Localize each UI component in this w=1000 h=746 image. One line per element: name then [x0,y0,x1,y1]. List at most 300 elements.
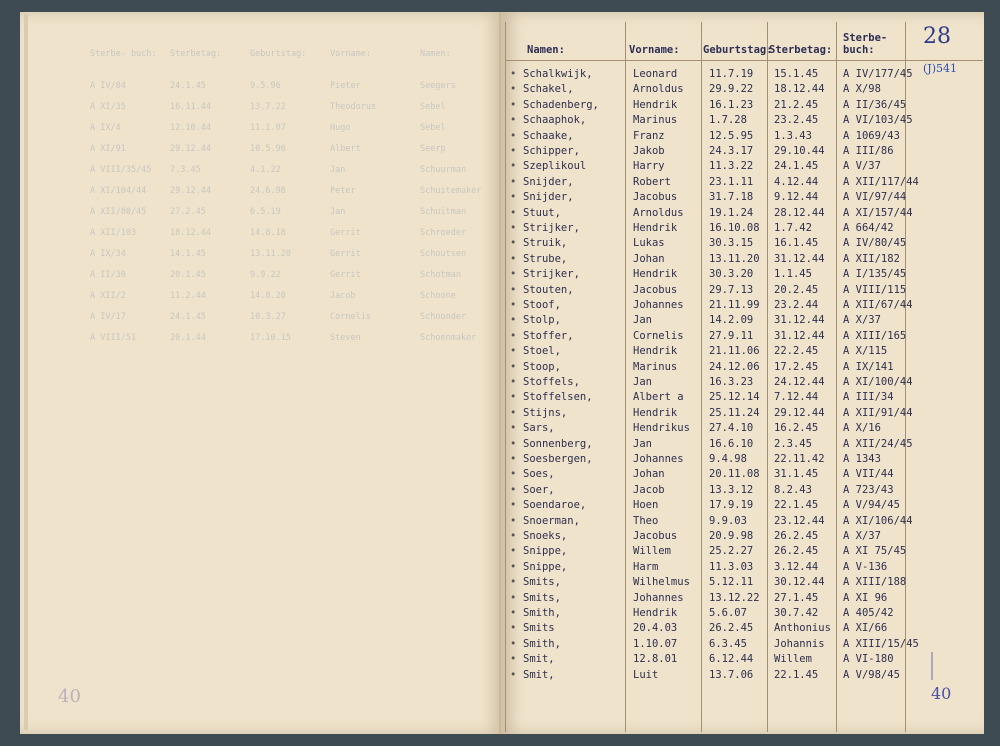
cell-birthdate: 31.7.18 [709,191,754,204]
register-row [501,314,984,328]
cell-birthdate: 20.9.98 [709,530,754,542]
cell-firstname: Johannes [633,453,684,465]
cell-registry: A XI/100/44 [843,376,913,388]
cell-deathdate: 27.1.45 [774,591,819,604]
cell-registry: A V/37 [843,160,881,173]
cell-firstname: Lukas [633,237,665,250]
cell-birthdate: 16.1.23 [709,98,754,111]
register-row [501,669,984,683]
cell-registry: A IV/177/45 [843,68,913,80]
ghost-cell: Schoenmaker [420,333,477,343]
cell-birthdate: 9.9.03 [709,514,747,527]
ghost-cell: Schoone [420,291,456,301]
row-bullet: • [510,98,517,111]
cell-firstname: Hendrik [633,268,678,281]
register-row [501,330,984,344]
cell-firstname: Jacob [633,483,665,496]
cell-firstname: Hendrik [633,98,678,111]
cell-firstname: Johannes [633,299,684,311]
ghost-header: Namen: [420,49,451,59]
cell-birthdate: 26.2.45 [709,622,754,635]
cell-deathdate: 2.3.45 [774,437,812,450]
row-bullet: • [510,468,517,481]
cell-deathdate: Johannis [774,637,825,650]
row-bullet: • [510,668,517,681]
cell-birthdate: 20.11.08 [709,468,760,481]
cell-deathdate: 30.12.44 [774,576,825,589]
cell-birthdate: 25.12.14 [709,391,760,404]
ghost-cell: 24.1.45 [170,312,206,322]
cell-firstname: Hendrik [633,222,678,234]
cell-birthdate: 11.3.22 [709,160,754,173]
ghost-cell: 24.6.98 [250,186,286,196]
ghost-cell: 11.1.07 [250,123,286,133]
cell-name: Schipper, [523,145,580,157]
cell-registry: A XIII/15/45 [843,637,919,650]
ghost-cell: Albert [330,144,361,154]
register-row [501,622,984,636]
ghost-cell: A IX/4 [90,123,121,133]
row-bullet: • [510,653,517,666]
row-bullet: • [510,252,517,265]
cell-name: Stouten, [523,283,574,296]
cell-name: Soer, [523,483,555,496]
register-row [501,207,984,221]
cell-deathdate: 31.1.45 [774,468,819,481]
cell-firstname: Cornelis [633,329,684,342]
cell-registry: A XI 96 [843,591,888,604]
cell-name: Smits [523,622,555,635]
ghost-cell: Jacob [330,291,356,301]
ghost-cell: A IV/84 [90,81,126,91]
ghost-cell: Cornelis [330,312,371,322]
cell-registry: A IX/141 [843,360,894,373]
cell-deathdate: 30.7.42 [774,607,819,619]
cell-birthdate: 11.3.03 [709,560,754,573]
ghost-cell: Theodorus [330,102,377,112]
cell-firstname: Franz [633,129,665,142]
ghost-cell: A XI/35 [90,102,126,112]
cell-firstname: 20.4.03 [633,622,678,635]
row-bullet: • [510,422,517,435]
cell-registry: A XII/182 [843,252,900,265]
header-vorname: Vorname: [629,44,680,56]
cell-deathdate: 1.1.45 [774,268,812,281]
row-bullet: • [510,391,517,404]
ghost-header: Vorname: [330,49,371,59]
register-row [501,515,984,529]
row-bullet: • [510,483,517,496]
cell-deathdate: 1.7.42 [774,222,812,234]
cell-name: Snoerman, [523,514,580,527]
register-row [501,222,984,236]
row-bullet: • [510,268,517,281]
cell-registry: A XII/91/44 [843,406,913,419]
cell-firstname: Theo [633,514,659,527]
cell-birthdate: 25.11.24 [709,406,760,419]
cell-registry: A 1069/43 [843,129,900,142]
cell-deathdate: 26.2.45 [774,530,819,542]
register-row [501,68,984,82]
cell-name: Stoffer, [523,329,574,342]
cell-deathdate: 1.3.43 [774,129,812,142]
row-bullet: • [510,145,517,157]
header-sterbebuch: Sterbe- buch: [843,32,888,56]
cell-deathdate: 22.11.42 [774,453,825,465]
ghost-cell: 11.2.44 [170,291,206,301]
cell-deathdate: 3.12.44 [774,560,819,573]
ghost-cell: A XII/103 [90,228,137,238]
cell-firstname: Jacobus [633,283,678,296]
cell-name: Soes, [523,468,555,481]
ghost-cell: A VIII/51 [90,333,137,343]
cell-birthdate: 13.7.06 [709,668,754,681]
ghost-cell: 12.10.44 [170,123,211,133]
cell-registry: A XI/66 [843,622,888,635]
cell-birthdate: 16.10.08 [709,222,760,234]
register-row [501,438,984,452]
ghost-cell: Jan [330,165,346,175]
ghost-cell: Gerrit [330,228,361,238]
register-row [501,299,984,313]
cell-deathdate: 23.2.44 [774,299,819,311]
register-row [501,607,984,621]
ghost-cell: Steven [330,333,361,343]
cell-birthdate: 24.12.06 [709,360,760,373]
ghost-cell: 10.5.96 [250,144,286,154]
cell-registry: A X/37 [843,530,881,542]
register-row [501,484,984,498]
ghost-cell: 29.12.44 [170,186,211,196]
ghost-cell: Pieter [330,81,361,91]
cell-name: Strijker, [523,222,580,234]
cell-firstname: Hendrikus [633,422,690,435]
ghost-cell: 9.9.22 [250,270,281,280]
cell-deathdate: 7.12.44 [774,391,819,404]
cell-registry: A V/98/45 [843,668,900,681]
cell-name: Stoffels, [523,376,580,388]
ghost-cell: Schroeder [420,228,467,238]
row-bullet: • [510,206,517,219]
row-bullet: • [510,376,517,388]
cell-name: Sonnenberg, [523,437,593,450]
row-bullet: • [510,453,517,465]
cell-birthdate: 27.9.11 [709,329,754,342]
cell-registry: A X/115 [843,345,888,358]
cell-birthdate: 16.3.23 [709,376,754,388]
register-row [501,83,984,97]
cell-name: Stolp, [523,314,561,327]
row-bullet: • [510,283,517,296]
register-row [501,576,984,590]
ghost-cell: 14.8.18 [250,228,286,238]
cell-birthdate: 5.12.11 [709,576,754,589]
ghost-cell: 10.3.27 [250,312,286,322]
ghost-cell: Hugo [330,123,351,133]
register-row [501,191,984,205]
cell-firstname: Jan [633,437,652,450]
cell-firstname: Hendrik [633,406,678,419]
ghost-cell: Gerrit [330,249,361,259]
cell-deathdate: 29.12.44 [774,406,825,419]
ghost-cell: 6.5.19 [250,207,281,217]
cell-birthdate: 21.11.99 [709,299,760,311]
register-row [501,268,984,282]
ghost-cell: Sebel [420,102,446,112]
cell-registry: A X/98 [843,83,881,96]
cell-birthdate: 6.3.45 [709,637,747,650]
cell-firstname: Harry [633,160,665,173]
register-row [501,176,984,190]
cell-deathdate: 31.12.44 [774,329,825,342]
ghost-cell: Schuurman [420,165,467,175]
cell-name: Stijns, [523,406,568,419]
ghost-cell: 17.10.15 [250,333,291,343]
cell-birthdate: 13.11.20 [709,252,760,265]
ghost-cell: 20.1.45 [170,270,206,280]
cell-deathdate: 18.12.44 [774,83,825,96]
cell-firstname: Jacobus [633,530,678,542]
ghost-cell: Seegers [420,81,456,91]
cell-birthdate: 13.12.22 [709,591,760,604]
cell-name: Smit, [523,668,555,681]
bottom-page-mark: 40 [931,684,952,703]
cell-firstname: Johannes [633,591,684,604]
cell-firstname: Johan [633,468,665,481]
ghost-cell: Schotman [420,270,461,280]
cell-name: Smit, [523,653,555,666]
cell-name: Strube, [523,252,568,265]
page-number: 28 [923,24,951,49]
cell-registry: A X/16 [843,422,881,435]
row-bullet: • [510,299,517,311]
cell-registry: A VI/103/45 [843,114,913,127]
cell-name: Snoeks, [523,530,568,542]
cell-registry: A XI/106/44 [843,514,913,527]
cell-registry: A VII/44 [843,468,894,481]
cell-birthdate: 12.5.95 [709,129,754,142]
cell-deathdate: 17.2.45 [774,360,819,373]
cell-deathdate: 9.12.44 [774,191,819,204]
ghost-cell: Sebel [420,123,446,133]
cell-name: Schaaphok, [523,114,587,127]
cell-birthdate: 29.9.22 [709,83,754,96]
ghost-cell: A XI/104/44 [90,186,147,196]
ghost-cell: 4.1.22 [250,165,281,175]
cell-firstname: Hoen [633,499,659,512]
cell-name: Smits, [523,576,561,589]
cell-registry: A XII/24/45 [843,437,913,450]
cell-registry: A X/37 [843,314,881,327]
cell-name: Szeplikoul [523,160,587,173]
register-row [501,545,984,559]
cell-name: Schaake, [523,129,574,142]
row-bullet: • [510,237,517,250]
cell-deathdate: 23.12.44 [774,514,825,527]
row-bullet: • [510,406,517,419]
row-bullet: • [510,114,517,127]
right-page [501,12,984,734]
register-row [501,453,984,467]
register-row [501,391,984,405]
cell-birthdate: 11.7.19 [709,68,754,80]
ghost-cell: A XII/2 [90,291,126,301]
ghost-cell: Jan [330,207,346,217]
ghost-cell: A IX/34 [90,249,126,259]
row-bullet: • [510,129,517,142]
cell-name: Snippe, [523,545,568,558]
row-bullet: • [510,607,517,619]
cell-firstname: Marinus [633,114,678,127]
register-row [501,237,984,251]
ghost-cell: 9.5.96 [250,81,281,91]
cell-deathdate: Willem [774,653,812,666]
ghost-cell: 20.1.44 [170,333,206,343]
cell-registry: A 1343 [843,453,881,465]
cell-deathdate: 21.2.45 [774,98,819,111]
row-bullet: • [510,345,517,358]
ghost-cell: Schoonder [420,312,467,322]
cell-registry: A 723/43 [843,483,894,496]
cell-deathdate: 22.1.45 [774,668,819,681]
page-edge [24,14,28,730]
ghost-cell: Gerrit [330,270,361,280]
cell-deathdate: 26.2.45 [774,545,819,558]
cell-deathdate: 16.2.45 [774,422,819,435]
register-row [501,361,984,375]
register-row [501,253,984,267]
row-bullet: • [510,191,517,204]
cell-birthdate: 16.6.10 [709,437,754,450]
cell-registry: A I/135/45 [843,268,907,281]
cell-deathdate: 31.12.44 [774,314,825,327]
register-row [501,422,984,436]
cell-name: Stoof, [523,299,561,311]
cell-firstname: Harm [633,560,659,573]
ghost-cell: 24.1.45 [170,81,206,91]
ghost-cell: A VIII/35/45 [90,165,152,175]
cell-registry: A 664/42 [843,222,894,234]
cell-birthdate: 23.1.11 [709,175,754,188]
cell-firstname: Johan [633,252,665,265]
row-bullet: • [510,499,517,512]
row-bullet: • [510,329,517,342]
header-sterbetag: Sterbetag: [769,44,833,56]
ghost-cell: A II/30 [90,270,126,280]
ghost-header: Geburtstag: [250,49,307,59]
cell-registry: A III/86 [843,145,894,157]
ghost-cell: 16.11.44 [170,102,211,112]
cell-deathdate: 24.12.44 [774,376,825,388]
cell-firstname: Willem [633,545,671,558]
cell-registry: A XI/157/44 [843,206,913,219]
ghost-cell: Schuitemaker [420,186,482,196]
cell-firstname: Luit [633,668,659,681]
cell-birthdate: 30.3.20 [709,268,754,281]
cell-birthdate: 1.7.28 [709,114,747,127]
cell-birthdate: 29.7.13 [709,283,754,296]
register-row [501,99,984,113]
register-row [501,160,984,174]
cell-birthdate: 30.3.15 [709,237,754,250]
cell-name: Snippe, [523,560,568,573]
cell-firstname: Wilhelmus [633,576,690,589]
cell-registry: A V-136 [843,560,888,573]
header-rule [505,60,983,61]
row-bullet: • [510,175,517,188]
register-row [501,145,984,159]
cell-name: Stoel, [523,345,561,358]
ghost-cell: A IV/17 [90,312,126,322]
ghost-cell: Schoutsen [420,249,467,259]
row-bullet: • [510,314,517,327]
cell-birthdate: 25.2.27 [709,545,754,558]
cell-deathdate: 24.1.45 [774,160,819,173]
row-bullet: • [510,437,517,450]
left-page [20,12,501,734]
cell-name: Soendaroe, [523,499,587,512]
cell-firstname: Hendrik [633,607,678,619]
row-bullet: • [510,514,517,527]
cell-birthdate: 24.3.17 [709,145,754,157]
cell-birthdate: 27.4.10 [709,422,754,435]
ghost-cell: A XI/91 [90,144,126,154]
cell-deathdate: 22.1.45 [774,499,819,512]
ghost-cell: 13.7.22 [250,102,286,112]
row-bullet: • [510,83,517,96]
cell-name: Schadenberg, [523,98,599,111]
cell-registry: A VI/97/44 [843,191,907,204]
cell-firstname: Hendrik [633,345,678,358]
cell-registry: A 405/42 [843,607,894,619]
cell-registry: A XII/117/44 [843,175,919,188]
cell-deathdate: 8.2.43 [774,483,812,496]
row-bullet: • [510,360,517,373]
archive-number: (J)541 [923,62,957,75]
cell-birthdate: 17.9.19 [709,499,754,512]
cell-registry: A V/94/45 [843,499,900,512]
ghost-cell: 27.2.45 [170,207,206,217]
cell-firstname: 1.10.07 [633,637,678,650]
cell-firstname: Jacobus [633,191,678,204]
cell-firstname: Marinus [633,360,678,373]
cell-firstname: Robert [633,175,671,188]
cell-registry: A III/34 [843,391,894,404]
cell-deathdate: 29.10.44 [774,145,825,157]
cell-name: Struik, [523,237,568,250]
row-bullet: • [510,576,517,589]
row-bullet: • [510,68,517,80]
cell-name: Stuut, [523,206,561,219]
register-row [501,345,984,359]
cell-registry: A XIII/165 [843,329,907,342]
ghost-cell: 18.12.44 [170,228,211,238]
cell-name: Snijder, [523,175,574,188]
cell-deathdate: Anthonius [774,622,831,635]
cell-name: Snijder, [523,191,574,204]
cell-registry: A XIII/188 [843,576,907,589]
ghost-cell: 7.3.45 [170,165,201,175]
cell-name: Stoop, [523,360,561,373]
cell-deathdate: 15.1.45 [774,68,819,80]
register-row [501,114,984,128]
cell-firstname: 12.8.01 [633,653,678,666]
cell-firstname: Jakob [633,145,665,157]
cell-firstname: Albert a [633,391,684,404]
cell-registry: A II/36/45 [843,98,907,111]
ghost-cell: Peter [330,186,356,196]
cell-firstname: Arnoldus [633,206,684,219]
